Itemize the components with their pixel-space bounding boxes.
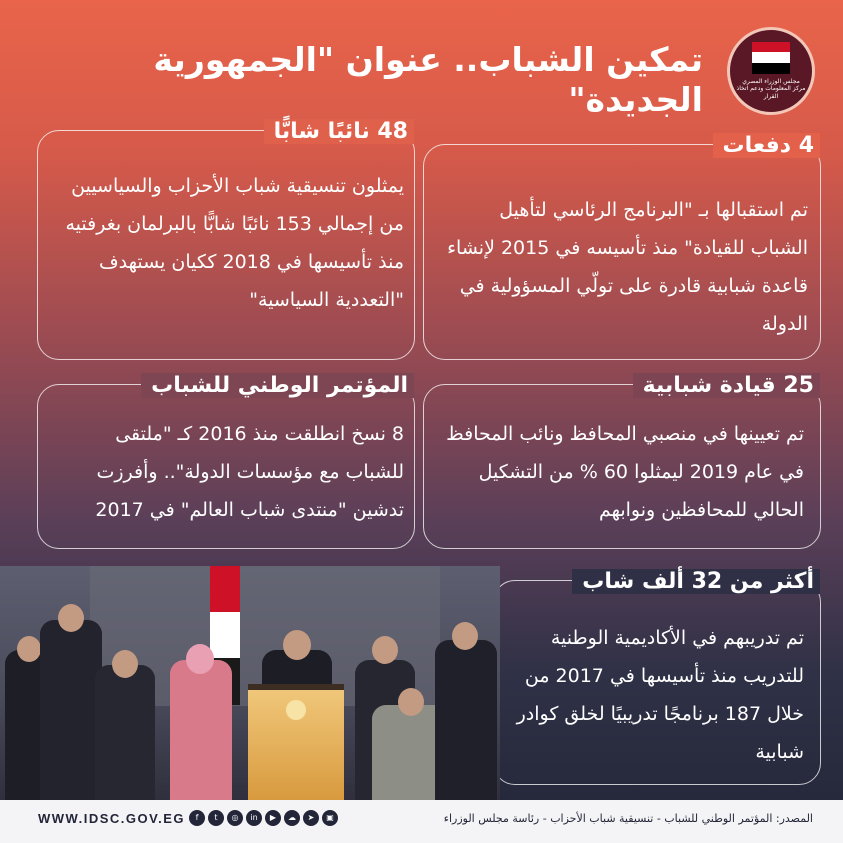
card-heading: المؤتمر الوطني للشباب [141, 373, 414, 398]
card-body: تم تعيينها في منصبي المحافظ ونائب المحافظ في عام 2019 ليمثلوا 60 % من التشكيل الحالي للمحافظين ونوابهم [446, 423, 804, 521]
card-heading: أكثر من 32 ألف شاب [572, 569, 820, 594]
card-heading: 48 نائبًا شابًّا [264, 119, 414, 144]
card-body: تم تدريبهم في الأكاديمية الوطنية للتدريب منذ تأسيسها في 2017 من خلال 187 برنامجًا تدريبيًا لخلق كوادر شبابية [516, 627, 804, 763]
stat-card-young-mps [37, 119, 415, 360]
soundcloud-icon[interactable]: ☁ [284, 810, 300, 826]
stat-card-youth-leaders [423, 373, 821, 549]
person-figure [95, 665, 155, 800]
emblem-icon [286, 700, 306, 720]
facebook-icon[interactable]: f [189, 810, 205, 826]
logo-line-1: مجلس الوزراء المصري [742, 77, 800, 85]
page-title: تمكين الشباب.. عنوان "الجمهورية الجديدة" [153, 40, 703, 119]
twitter-icon[interactable]: t [208, 810, 224, 826]
idsc-logo [727, 27, 815, 115]
podium [248, 684, 344, 800]
person-head [17, 636, 41, 662]
card-body: يمثلون تنسيقية شباب الأحزاب والسياسيين من إجمالي 153 نائبًا شابًّا بالبرلمان بغرفتيه منذ تأسيسها في 2018 ككيان يستهدف "التعددية السياسية" [65, 175, 404, 311]
person-head [58, 604, 84, 632]
social-icons [189, 810, 338, 826]
source-note: المصدر: المؤتمر الوطني للشباب - تنسيقية شباب الأحزاب - رئاسة مجلس الوزراء [443, 812, 813, 825]
youtube-icon[interactable]: ▶ [265, 810, 281, 826]
person-head [372, 636, 398, 664]
person-figure [40, 620, 102, 800]
stat-card-youth-conference [37, 373, 415, 549]
card-body: تم استقبالها بـ "البرنامج الرئاسي لتأهيل الشباب للقيادة" منذ تأسيسه في 2015 لإنشاء قاعدة شبابية قادرة على تولّي المسؤولية في الدولة [447, 199, 808, 335]
person-head [283, 630, 311, 660]
instagram-icon[interactable]: ◎ [227, 810, 243, 826]
person-figure [170, 660, 232, 800]
website-link[interactable]: WWW.IDSC.GOV.EG [38, 811, 185, 826]
stat-card-program-batches [423, 133, 821, 360]
conference-photo [0, 566, 500, 800]
person-figure [435, 640, 497, 800]
person-head [452, 622, 478, 650]
person-head [112, 650, 138, 678]
footer-bar [0, 800, 843, 843]
app-icon[interactable]: ▣ [322, 810, 338, 826]
stat-card-trained-youth [493, 569, 821, 785]
card-heading: 4 دفعات [713, 133, 820, 158]
telegram-icon[interactable]: ➤ [303, 810, 319, 826]
person-head [186, 644, 214, 674]
card-body: 8 نسخ انطلقت منذ 2016 كـ "ملتقى للشباب مع مؤسسات الدولة".. وأفرزت تدشين "منتدى شباب العالم" في 2017 [95, 423, 404, 521]
logo-line-2: مركز المعلومات ودعم اتخاذ القرار [736, 85, 806, 100]
linkedin-icon[interactable]: in [246, 810, 262, 826]
egypt-flag-icon [752, 42, 790, 74]
person-head [398, 688, 424, 716]
card-heading: 25 قيادة شبابية [633, 373, 820, 398]
